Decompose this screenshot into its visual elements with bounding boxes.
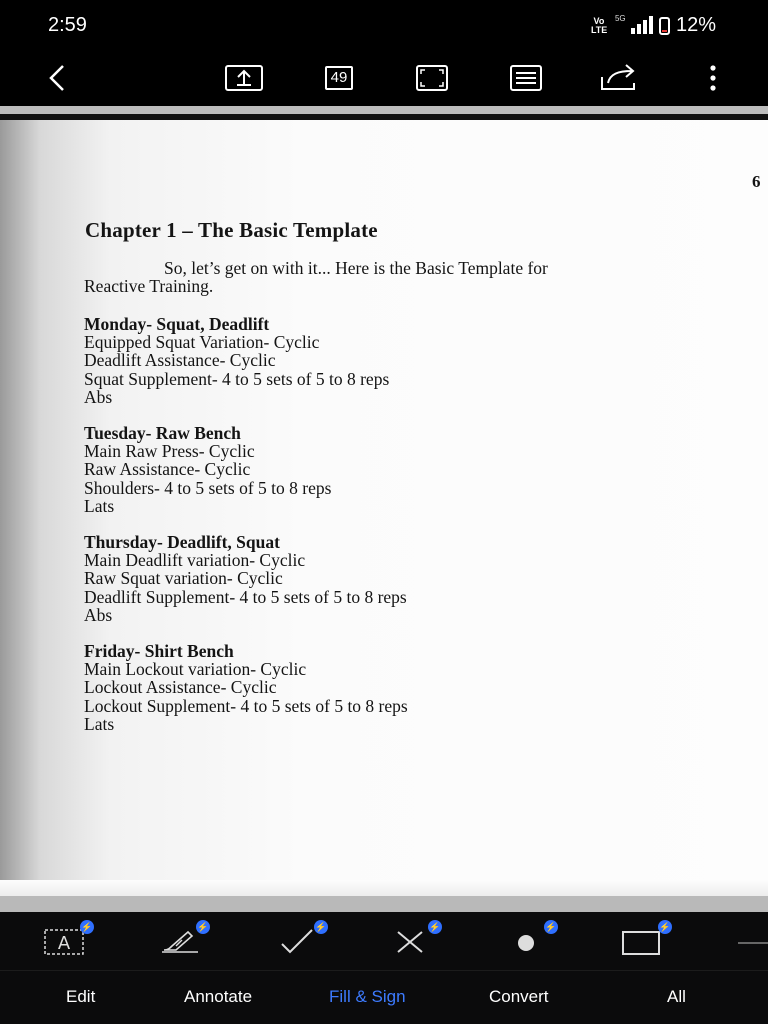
exercise-line: Raw Squat variation- Cyclic xyxy=(84,568,283,589)
bottom-tab-bar xyxy=(0,971,768,1024)
toolbar-separator xyxy=(0,106,768,114)
back-button[interactable] xyxy=(40,60,74,96)
exercise-line: Lockout Supplement- 4 to 5 sets of 5 to 8 reps xyxy=(84,695,408,716)
exercise-line: Lats xyxy=(84,713,115,734)
exercise-line: Equipped Squat Variation- Cyclic xyxy=(84,332,320,353)
upload-icon xyxy=(224,64,264,92)
intro-line-1: So, let’s get on with it... Here is the Basic Template for xyxy=(164,258,548,278)
status-bar xyxy=(0,0,768,52)
page-count: 49 xyxy=(325,66,354,90)
add-text-tool[interactable] xyxy=(42,924,92,960)
exercise-line: Lockout Assistance- Cyclic xyxy=(84,677,277,698)
document-page[interactable] xyxy=(0,120,768,912)
day-block-friday xyxy=(84,642,408,733)
premium-badge-icon: ⚡ xyxy=(545,922,557,932)
exercise-line: Abs xyxy=(84,386,113,407)
day-heading: Monday- Squat, Deadlift xyxy=(84,314,270,334)
exercise-line: Shoulders- 4 to 5 sets of 5 to 8 reps xyxy=(84,477,332,498)
tab-all[interactable]: All xyxy=(667,987,686,1006)
volte-label: Vo LTE xyxy=(590,15,608,35)
battery-icon xyxy=(659,17,670,35)
exercise-line: Main Raw Press- Cyclic xyxy=(84,441,255,462)
view-mode-button[interactable] xyxy=(508,60,544,96)
premium-badge-icon: ⚡ xyxy=(81,922,93,932)
dot-tool[interactable] xyxy=(506,924,556,960)
exercise-line: Deadlift Assistance- Cyclic xyxy=(84,350,276,371)
premium-badge-icon: ⚡ xyxy=(659,922,671,932)
exercise-line: Main Lockout variation- Cyclic xyxy=(84,659,307,680)
tab-convert[interactable]: Convert xyxy=(489,987,549,1006)
exercise-line: Lats xyxy=(84,495,115,516)
status-icons xyxy=(591,14,716,37)
checkmark-tool[interactable] xyxy=(276,924,326,960)
signature-tool[interactable] xyxy=(158,924,208,960)
share-button[interactable] xyxy=(598,60,642,96)
day-heading: Thursday- Deadlift, Squat xyxy=(84,532,280,552)
share-icon xyxy=(598,63,642,93)
day-block-tuesday xyxy=(84,424,331,515)
chapter-title: Chapter 1 – The Basic Template xyxy=(85,218,378,242)
day-heading: Friday- Shirt Bench xyxy=(84,641,234,661)
tab-edit[interactable]: Edit xyxy=(66,987,96,1006)
tab-annotate[interactable]: Annotate xyxy=(184,987,253,1006)
more-tools-indicator xyxy=(738,942,768,944)
page-count-button[interactable] xyxy=(318,60,360,96)
page-bottom-edge xyxy=(0,896,768,912)
tab-fill-and-sign[interactable]: Fill & Sign xyxy=(329,987,406,1006)
fullscreen-button[interactable] xyxy=(414,60,450,96)
cross-tool[interactable] xyxy=(390,924,440,960)
more-options-button[interactable] xyxy=(700,60,726,96)
day-block-monday xyxy=(84,315,389,406)
top-toolbar xyxy=(0,52,768,106)
battery-percent: 12% xyxy=(675,14,716,36)
premium-badge-icon: ⚡ xyxy=(429,922,441,932)
network-type: 5G xyxy=(614,13,626,23)
exercise-line: Main Deadlift variation- Cyclic xyxy=(84,550,306,571)
fullscreen-icon xyxy=(415,64,449,92)
status-time: 2:59 xyxy=(48,14,87,36)
day-heading: Tuesday- Raw Bench xyxy=(84,423,241,443)
rectangle-tool[interactable] xyxy=(620,924,670,960)
exercise-line: Deadlift Supplement- 4 to 5 sets of 5 to 8 reps xyxy=(84,586,407,607)
exercise-line: Squat Supplement- 4 to 5 sets of 5 to 8 reps xyxy=(84,368,390,389)
fill-sign-tools xyxy=(0,912,768,970)
exercise-line: Raw Assistance- Cyclic xyxy=(84,459,251,480)
volte-indicator xyxy=(591,17,607,35)
signal-icon xyxy=(613,13,653,36)
page-layout-icon xyxy=(509,64,543,92)
upload-button[interactable] xyxy=(224,60,264,96)
premium-badge-icon: ⚡ xyxy=(315,922,327,932)
svg-text:A: A xyxy=(57,933,71,954)
more-vertical-icon xyxy=(708,63,718,93)
page-number: 6 xyxy=(752,172,761,191)
intro-line-2: Reactive Training. xyxy=(84,276,214,296)
back-arrow-icon xyxy=(45,63,69,93)
exercise-line: Abs xyxy=(84,604,113,625)
premium-badge-icon: ⚡ xyxy=(197,922,209,932)
day-block-thursday xyxy=(84,533,407,624)
